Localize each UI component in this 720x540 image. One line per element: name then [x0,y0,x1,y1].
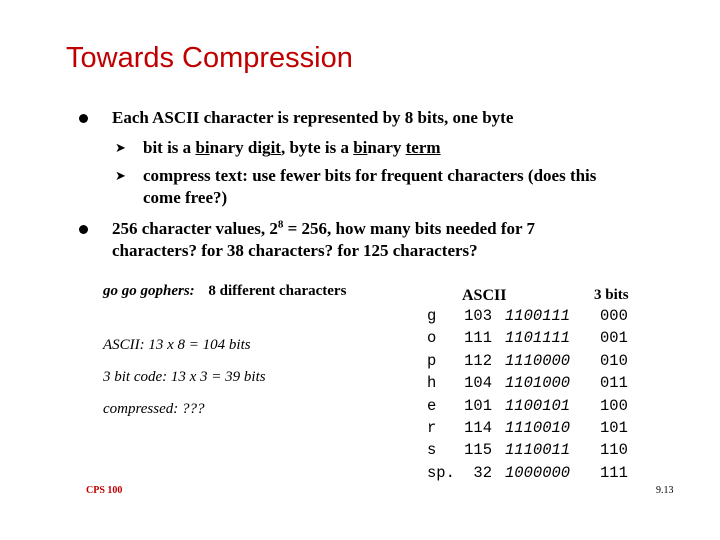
table-cell-ch: p [427,351,437,370]
example-phrase-line [103,283,346,300]
sub-2-line-2: come free?) [143,188,228,207]
table-cell-dec: 103 [464,307,492,325]
table-cell-bin: 1100101 [505,396,571,415]
sub-2-line-1: compress text: use fewer bits for frequent characters (does this [143,166,597,185]
table-cell-dec: 101 [464,396,492,415]
sub-1-part-4: , byte is a [280,138,354,157]
example-phrase: go go gophers: [103,283,195,299]
table-cell-bin: 1101111 [505,329,571,348]
table-cell-ch: s [427,441,437,460]
slide-title: Towards Compression [66,42,353,74]
bullet-2-line-1 [112,218,535,240]
table-cell-ch: h [427,374,437,393]
table-header-bits: 3 bits [594,287,629,303]
table-cell-dec: 112 [464,351,492,370]
arrow-icon: ➤ [115,140,126,155]
table-cell-bin: 1110010 [505,419,571,438]
table-cell-code: 101 [600,419,628,438]
bullet-1-text: Each ASCII character is represented by 8 bits, one byte [112,108,514,127]
table-cell-code: 010 [600,351,628,370]
compressed-calc: compressed: ??? [103,401,205,417]
table-cell-code: 000 [600,307,628,325]
table-cell-bin: 1101000 [505,374,571,393]
footer-page: 9.13 [656,485,674,496]
table-cell-ch: sp. [427,463,455,482]
table-cell-code: 110 [600,441,628,460]
ascii-calc: ASCII: 13 x 8 = 104 bits [103,337,251,353]
arrow-icon: ➤ [115,168,126,183]
table-cell-code: 100 [600,396,628,415]
table-cell-ch: g [427,307,437,325]
table-cell-code: 001 [600,329,628,348]
bullet-2-post: = 256, how many bits needed for 7 [283,219,536,238]
sub-1-part-7: term [405,138,441,157]
sub-1-part-0: bit is a [143,138,196,157]
table-col-bin [505,305,570,484]
table-cell-dec: 114 [464,419,492,438]
bullet-2-pre: 256 character values, 2 [112,219,278,238]
table-cell-dec: 32 [473,463,492,482]
table-cell-dec: 111 [464,329,492,348]
sub-bullet-1 [143,137,441,159]
bullet-dot-1 [79,114,88,123]
bit-code-calc: 3 bit code: 13 x 3 = 39 bits [103,369,266,385]
table-cell-ch: e [427,396,437,415]
table-col-dec [458,305,492,484]
sub-1-part-1: bi [195,138,210,157]
bullet-2-sup: 8 [277,218,284,231]
table-cell-ch: o [427,329,437,348]
sub-1-part-2: nary dig [209,138,271,157]
sub-1-part-5: bi [353,138,368,157]
table-cell-ch: r [427,419,437,438]
table-col-code [600,305,628,484]
table-cell-bin: 1110000 [505,351,571,370]
table-cell-bin: 1000000 [505,463,571,482]
table-cell-dec: 115 [464,441,492,460]
bullet-2-line-2: characters? for 38 characters? for 125 characters? [112,241,478,260]
bullet-dot-2 [79,225,88,234]
sub-bullet-2 [143,165,596,209]
example-note: 8 different characters [208,283,347,299]
bullet-1 [112,107,513,129]
table-cell-code: 111 [600,463,628,482]
table-col-char [427,305,455,484]
footer-course: CPS 100 [86,485,123,496]
table-header-ascii: ASCII [462,287,507,304]
sub-1-part-6: nary [367,138,406,157]
table-cell-code: 011 [600,374,628,393]
table-cell-bin: 1100111 [505,307,571,325]
table-cell-bin: 1110011 [505,441,571,460]
bullet-2 [112,218,535,262]
sub-1-part-3: it [270,138,281,157]
table-cell-dec: 104 [464,374,492,393]
